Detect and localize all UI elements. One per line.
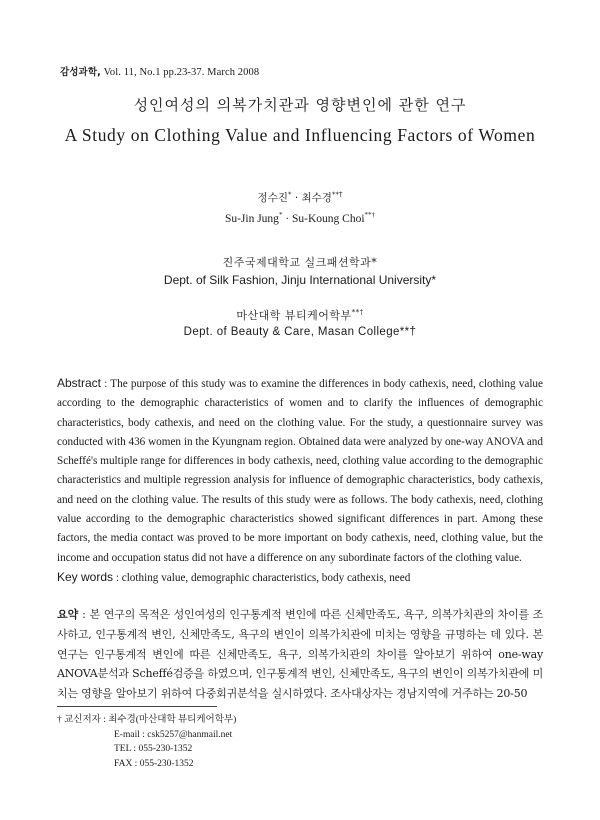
summary-label: 요약 [57,608,79,621]
author-1-korean: 정수진 [257,192,288,204]
authors-korean [0,190,600,205]
footnote-tel: TEL : 055-230-1352 [114,744,193,755]
summary-separator: : [78,608,90,621]
journal-volume: Vol. 11, No.1 pp.23-37. March 2008 [103,67,260,78]
footnote-fax: FAX : 055-230-1352 [114,758,194,769]
author-2-english: · Su-Koung Choi [285,213,365,225]
journal-citation [60,64,259,78]
summary-text: 본 연구의 목적은 성인여성의 인구통계적 변인에 따른 신체만족도, 욕구, 의복가치관의 차이를 조사하고, 인구통계적 변인, 신체만족도, 욕구의 변인이 의복가치관에 미치는 영향을 규명하는 데 있다. 본 연구는 인구통계적 변인에 따른 신체만족도, 욕구, 의복가치관의 차이를 알아보기 위하여 one-way ANOVA분석과 Scheffé검증을 하였으며, 인구통계적 변인, 신체만족도, 욕구의 변인이 의복가치관에 미치는 영향을 알아보기 위하여 다중회귀분석을 실시하였다. 조사대상자는 경남지역에 거주하는 20-50 [57,608,543,701]
author-separator: · [291,192,302,204]
affiliation-1-korean: 진주국제대학교 실크패션학과* [222,256,378,269]
abstract-separator: : [101,378,111,390]
affiliation-2-mark: **† [351,308,364,317]
keywords-label: Key words [57,570,114,584]
keywords-separator: : [113,572,122,584]
abstract-text: The purpose of this study was to examine the differences in body cathexis, need, clothing value according to the demographic characteristics of women and to clarify the influences of demographic characteristics, body cathexis, and need on the clothing value. For the study, a questionnaire survey was conducted with 436 women in the Kyungnam region. Obtained data were analyzed by one-way ANOVA and Scheffé's multiple range for differences in body cathexis, need, clothing value according to the demographic characteristics and multiple regression analysis for influence of demographic characteristics, body cathexis, and need on the clothing value. The results of this study were as follows. The body cathexis, need, clothing value according to the demographic characteristics showed significant differences in part. Among these factors, the media contact was proved to be more important on body cathexis, need, clothing value, but the income and occupation status did not have a difference on any subordinate factors of the clothing value. [57,378,543,564]
author-2-korean: 최수경 [301,192,332,204]
title-korean: 성인여성의 의복가치관과 영향변인에 관한 연구 [133,96,467,114]
keywords [57,570,543,584]
author-1-english: Su-Jin Jung [224,213,279,225]
authors-english [0,213,600,225]
affiliation-1-english: Dept. of Silk Fashion, Jinju International University* [163,273,437,287]
footnote [57,713,236,771]
keywords-text: clothing value, demographic characteristics, body cathexis, need [121,572,411,584]
affiliation-2-english: Dept. of Beauty & Care, Masan College**† [183,326,417,338]
abstract-label: Abstract [57,376,102,390]
journal-name: 감성과학, [60,67,101,78]
footnote-email: E-mail : csk5257@hanmail.net [114,729,233,740]
author-1-mark: * [287,190,292,199]
affiliation-2-korean-text: 마산대학 뷰티케어학부 [236,309,352,322]
author-2-english-mark: **† [364,211,376,220]
author-1-english-mark: * [278,211,283,220]
footnote-divider [57,706,217,707]
author-2-mark: **† [331,190,343,199]
footnote-corresponding: † 교신저자 : 최수경(마산대학 뷰티케어학부) [57,715,237,725]
abstract [57,374,543,568]
title-english: A Study on Clothing Value and Influencing Factors of Women [64,125,536,145]
affiliation-2-korean [0,307,600,323]
korean-summary [57,605,543,704]
